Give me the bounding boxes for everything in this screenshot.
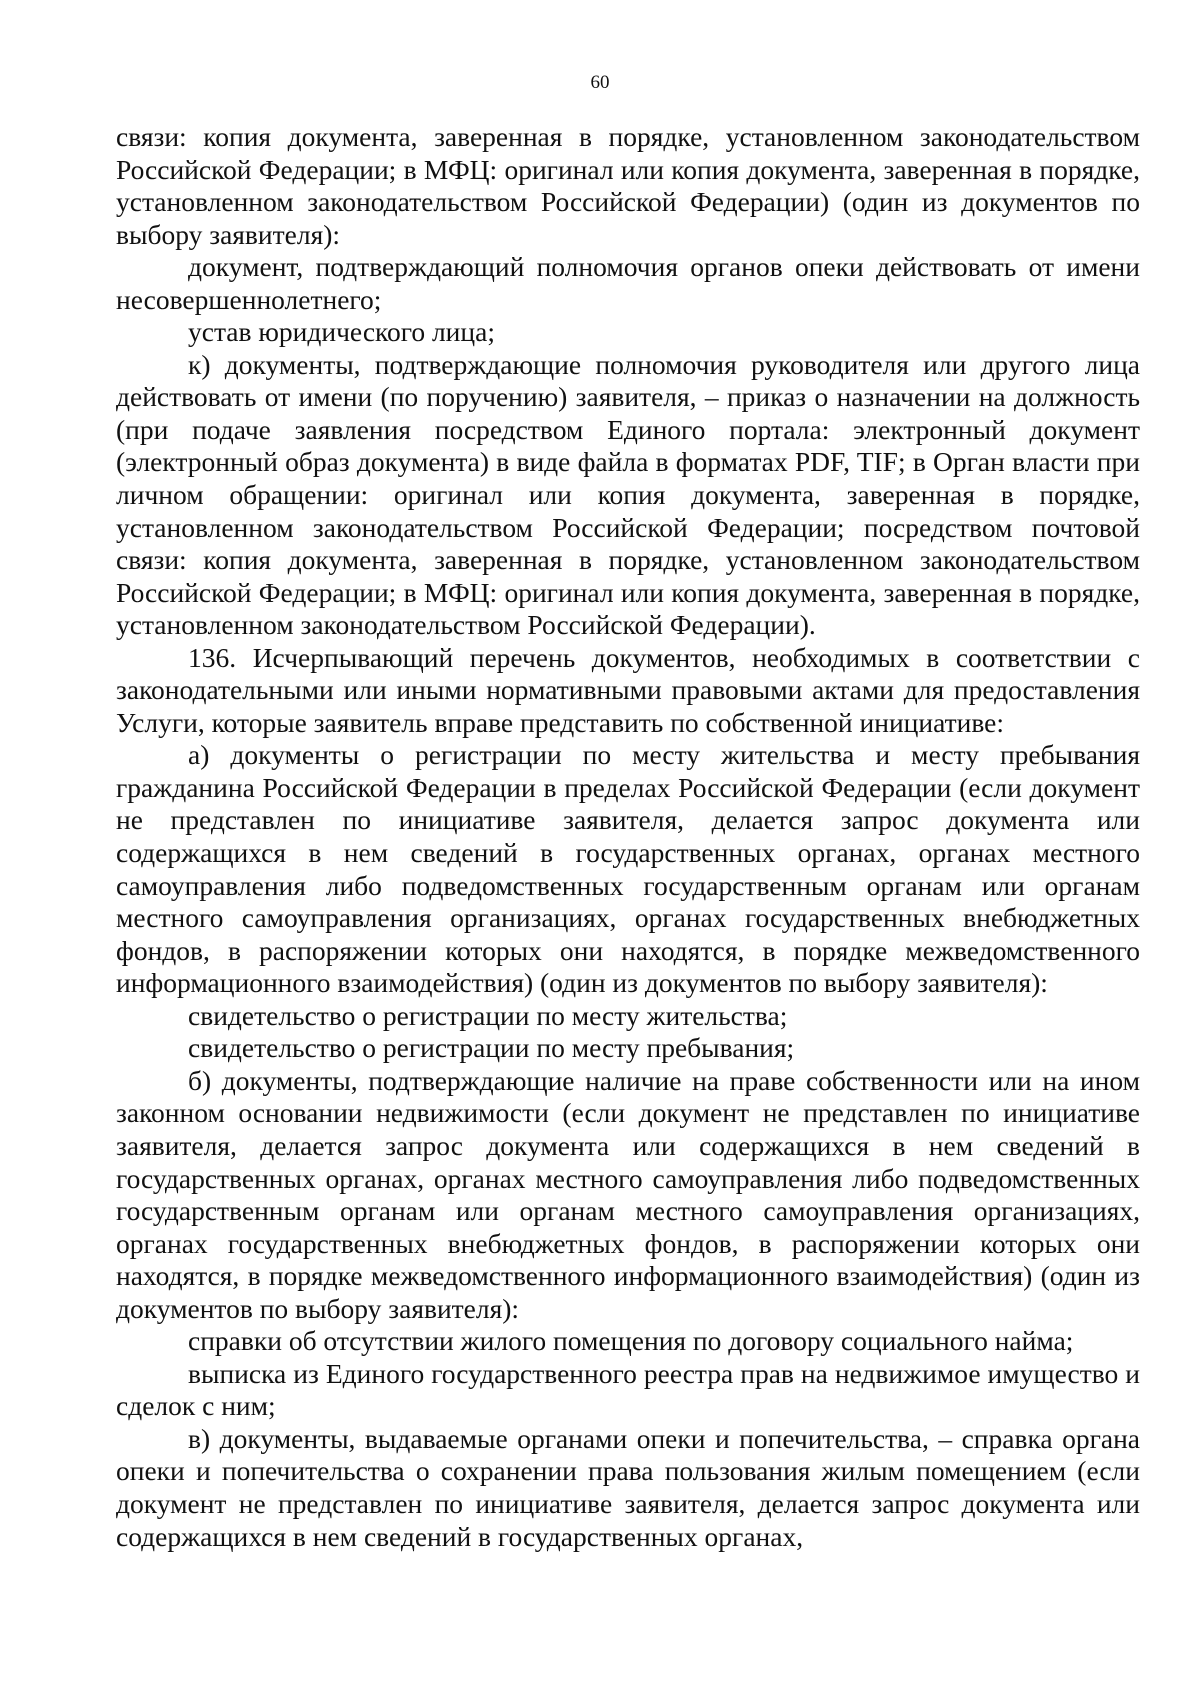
paragraph: в) документы, выдаваемые органами опеки и попечительства, – справка органа опеки и попечительства о сохранении права пользования жилым помещением (если документ не представлен по инициативе заявителя, делается запрос документа или содержащихся в нем сведений в государственных органах, [116,1422,1140,1552]
paragraph: устав юридического лица; [188,316,495,348]
paragraph: справки об отсутствии жилого помещения по договору социального найма; [188,1325,1074,1357]
paragraph: связи: копия документа, заверенная в порядке, установленном законодательством Российской Федерации; в МФЦ: оригинал или копия документа, заверенная в порядке, установленном законодательством Российской Федерации) (один из документов по выбору заявителя): [116,121,1140,250]
paragraph: к) документы, подтверждающие полномочия руководителя или другого лица действовать от имени (по поручению) заявителя, – приказ о назначении на должность (при подаче заявления посредством Единого портала: электронный документ (электронный образ документа) в виде файла в форматах PDF, TIF; в Орган власти при личном обращении: оригинал или копия документа, заверенная в порядке, установленном законодательством Российской Федерации; посредством почтовой связи: копия документа, заверенная в порядке, установленном законодательством Российской Федерации; в МФЦ: оригинал или копия документа, заверенная в порядке, установленном законодательством Российской Федерации). [116,348,1140,641]
paragraph: 136. Исчерпывающий перечень документов, необходимых в соответствии с законодательными или иными нормативными правовыми актами для предоставления Услуги, которые заявитель вправе представить по собственной инициативе: [116,641,1140,738]
page-number: 60 [590,72,610,93]
paragraph: выписка из Единого государственного реестра прав на недвижимое имущество и сделок с ним; [116,1357,1140,1422]
document-body [116,121,1140,1553]
paragraph: документ, подтверждающий полномочия органов опеки действовать от имени несовершеннолетнего; [116,251,1140,315]
paragraph: свидетельство о регистрации по месту жительства; [188,999,788,1031]
paragraph: б) документы, подтверждающие наличие на праве собственности или на ином законном основании недвижимости (если документ не представлен по инициативе заявителя, делается запрос документа или содержащихся в нем сведений в государственных органах, органах местного самоуправления либо подведомственных государственным органам или органам местного самоуправления организациях, органах государственных внебюджетных фондов, в распоряжении которых они находятся, в порядке межведомственного информационного взаимодействия) (один из документов по выбору заявителя): [116,1064,1140,1324]
paragraph: а) документы о регистрации по месту жительства и месту пребывания гражданина Российской Федерации в пределах Российской Федерации (если документ не представлен по инициативе заявителя, делается запрос документа или содержащихся в нем сведений в государственных органах, органах местного самоуправления либо подведомственных государственным органам или органам местного самоуправления организациях, органах государственных внебюджетных фондов, в распоряжении которых они находятся, в порядке межведомственного информационного взаимодействия) (один из документов по выбору заявителя): [116,739,1140,999]
paragraph: свидетельство о регистрации по месту пребывания; [188,1032,795,1064]
